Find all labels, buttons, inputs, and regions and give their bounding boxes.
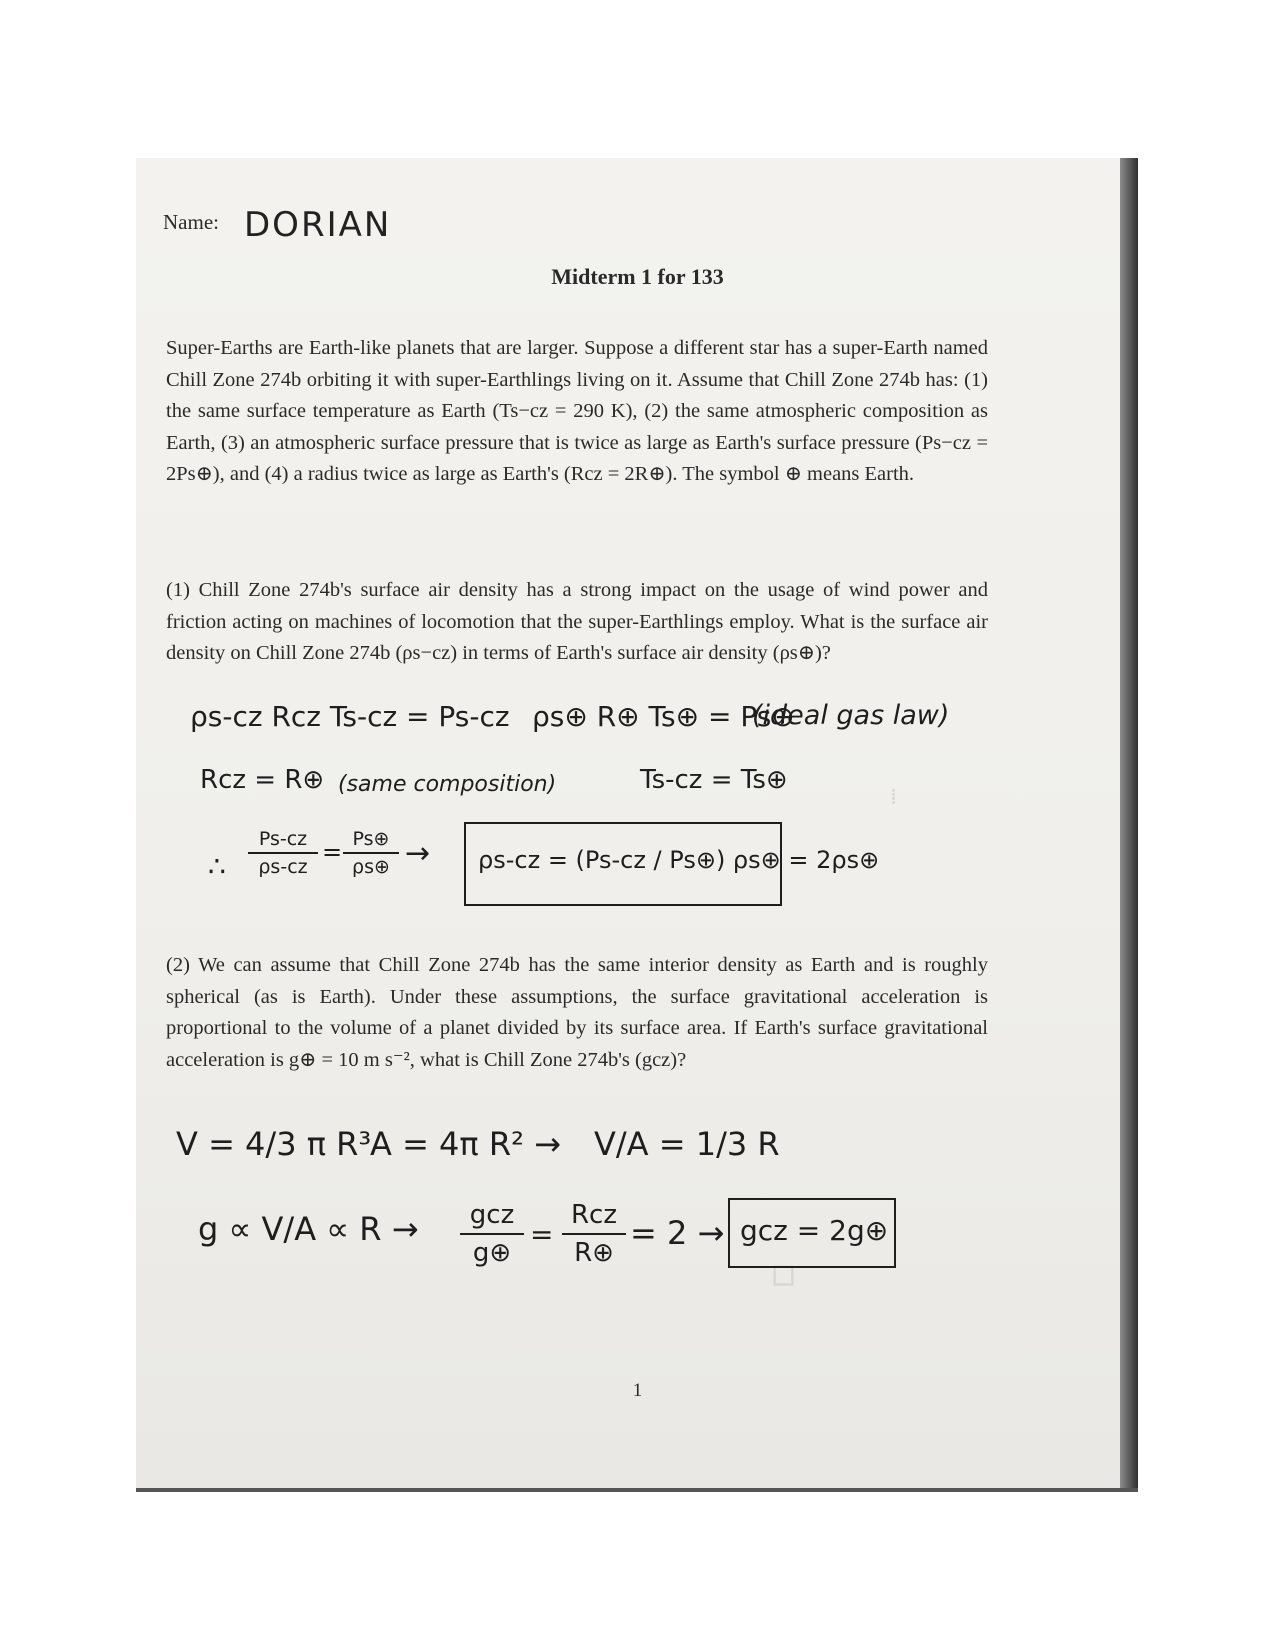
q1-ratio-lhs — [248, 828, 318, 878]
q1-answer-box — [464, 822, 880, 906]
q2-ratio-g-numerator: gcz — [469, 1200, 515, 1230]
q1-note-same-composition: (same composition) — [338, 772, 557, 797]
q2-ratio-r-denominator: R⊕ — [574, 1238, 614, 1268]
q1-eq-earth-gas-law: ρs⊕ R⊕ Ts⊕ = Ps⊕ — [532, 700, 795, 733]
q2-proportionality: g ∝ V/A ∝ R → — [198, 1210, 419, 1248]
intro-paragraph: Super-Earths are Earth-like planets that are larger. Suppose a different star has a super-Earth named Chill Zone 274b orbiting it with super-Earthlings living on it. Assume that Chill Zone 274b has: (1) the same surface temperature as Earth (Ts−cz = 290 K), (2) the same atmospheric composition as Earth, (3) an atmospheric surface pressure that is twice as large as Earth's surface pressure (Ps−cz = 2Ps⊕), and (4) a radius twice as large as Earth's (Rcz = 2R⊕). The symbol ⊕ means Earth. — [166, 337, 988, 485]
q1-ratio-rhs-numerator: Ps⊕ — [352, 828, 390, 850]
q2-boxed-answer: gcz = 2g⊕ — [740, 1214, 889, 1247]
q2-ratio-r — [562, 1200, 626, 1268]
q2-eq-volume-area-ratio: V/A = 1/3 R — [594, 1125, 780, 1163]
fraction-bar — [460, 1233, 524, 1235]
q2-ratio-g — [460, 1200, 524, 1268]
q2-eq-area: A = 4π R² → — [370, 1125, 561, 1163]
student-name: DORIAN — [244, 205, 392, 245]
q1-eq-temperature: Ts-cz = Ts⊕ — [640, 765, 788, 795]
question-1-text: (1) Chill Zone 274b's surface air density has a strong impact on the usage of wind power and friction acting on machines of locomotion that the super-Earthlings employ. What is the surface air density on Chill Zone 274b (ρs−cz) in terms of Earth's surface air density (ρs⊕)? — [166, 579, 988, 664]
q1-eq-cz-gas-law: ρs-cz Rcz Ts-cz = Ps-cz — [190, 700, 510, 733]
q2-equals-two: = 2 → — [630, 1214, 725, 1252]
q1-note-ideal-gas-law: (ideal gas law) — [752, 700, 950, 731]
q1-ratio-lhs-denominator: ρs-cz — [258, 856, 308, 878]
q1-eq-gas-constant: Rcz = R⊕ — [200, 765, 325, 795]
q1-ratio-rhs-denominator: ρs⊕ — [352, 856, 390, 878]
fraction-bar — [343, 852, 399, 854]
fraction-bar — [248, 852, 318, 854]
sheet-shadow-edge — [1120, 158, 1138, 1492]
name-label: Name: — [163, 210, 219, 234]
q1-ratio-rhs — [343, 828, 399, 878]
sheet-bottom-edge — [136, 1488, 1138, 1492]
q2-ratio-g-denominator: g⊕ — [472, 1238, 512, 1268]
q2-answer-box — [728, 1198, 896, 1268]
q2-ratio-r-numerator: Rcz — [570, 1200, 617, 1230]
q1-boxed-answer: ρs-cz = (Ps-cz / Ps⊕) ρs⊕ = 2ρs⊕ — [478, 846, 880, 874]
exam-title: Midterm 1 for 133 — [551, 264, 724, 289]
fraction-bar — [562, 1233, 626, 1235]
page-number: 1 — [632, 1380, 643, 1401]
equals-sign: = — [322, 838, 343, 866]
arrow-icon: → — [405, 836, 431, 871]
q1-ratio-lhs-numerator: Ps-cz — [258, 828, 308, 850]
equals-sign: = — [530, 1218, 554, 1251]
question-2-text: (2) We can assume that Chill Zone 274b has the same interior density as Earth and is roughly spherical (as is Earth). Under these assumptions, the surface gravitational acceleration is proportional to the volume of a planet divided by its surface area. If Earth's surface gravitational acceleration is g⊕ = 10 m s⁻², what is Chill Zone 274b's (gcz)? — [166, 954, 988, 1071]
q2-eq-volume: V = 4/3 π R³ — [176, 1125, 372, 1163]
bleed-through-mark: ⁞ — [890, 785, 897, 810]
bleed-through-mark: ▫ — [770, 1250, 798, 1296]
q1-therefore-symbol: ∴ — [208, 850, 226, 883]
